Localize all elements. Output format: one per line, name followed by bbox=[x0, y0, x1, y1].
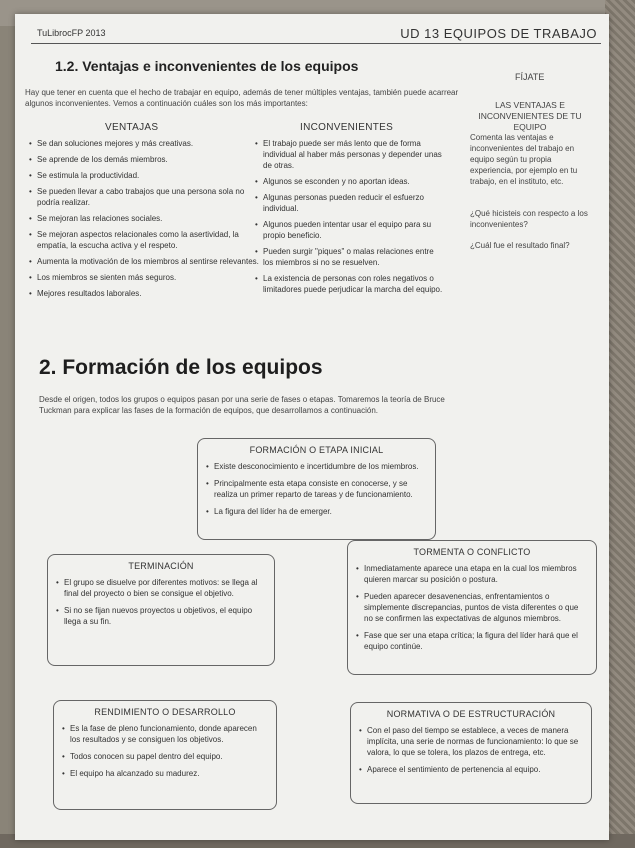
list-item: • Con el paso del tiempo se establece, a veces de manera implícita, una serie de normas de funcionamiento: lo que se valora, lo que se tolera, los plazos de entrega, etc. bbox=[359, 725, 583, 758]
section-1-2-title: 1.2. Ventajas e inconvenientes de los equipos bbox=[55, 58, 359, 74]
stage-box-formacion bbox=[197, 438, 436, 540]
sidebar-question-1: ¿Qué hicisteis con respecto a los inconvenientes? bbox=[470, 209, 588, 229]
ventajas-list bbox=[29, 138, 259, 304]
inconvenientes-heading: INCONVENIENTES bbox=[300, 122, 394, 133]
section-2-intro: Desde el origen, todos los grupos o equipos pasan por una serie de fases o etapas. Tomaremos la teoría de Bruce Tuckman para explicar las fases de la formación de equipos, que desarrollamos a continuación. bbox=[39, 395, 445, 415]
stage-list bbox=[206, 461, 427, 517]
list-item: • Se mejoran aspectos relacionales como la asertividad, la empatía, la escucha activa y el respeto. bbox=[29, 229, 259, 251]
list-item: • El trabajo puede ser más lento que de forma individual al haber más personas y depender unas de otras. bbox=[255, 138, 445, 171]
section-2-title: 2. Formación de los equipos bbox=[39, 356, 323, 379]
stage-box-tormenta bbox=[347, 540, 597, 675]
background-right-edge bbox=[605, 0, 635, 848]
list-item: • Mejores resultados laborales. bbox=[29, 288, 259, 299]
list-item: • Todos conocen su papel dentro del equipo. bbox=[62, 751, 268, 762]
list-item: • Se pueden llevar a cabo trabajos que una persona sola no podría realizar. bbox=[29, 186, 259, 208]
header-unit-title: UD 13 EQUIPOS DE TRABAJO bbox=[400, 26, 597, 41]
stage-box-normativa bbox=[350, 702, 592, 804]
stage-box-rendimiento bbox=[53, 700, 277, 810]
list-item: • La existencia de personas con roles negativos o limitadores puede perjudicar la marcha del equipo. bbox=[255, 273, 445, 295]
list-item: • Pueden surgir "piques" o malas relaciones entre los miembros si no se resuelven. bbox=[255, 246, 445, 268]
stage-list bbox=[359, 725, 583, 775]
header-rule bbox=[31, 43, 601, 44]
list-item: • El grupo se disuelve por diferentes motivos: se llega al final del proyecto o bien se consigue el objetivo. bbox=[56, 577, 266, 599]
list-item: • Se mejoran las relaciones sociales. bbox=[29, 213, 259, 224]
list-item: • Principalmente esta etapa consiste en conocerse, y se realiza un primer reparto de tareas y de funcionamiento. bbox=[206, 478, 427, 500]
stage-box-terminacion bbox=[47, 554, 275, 666]
stage-title: TERMINACIÓN bbox=[128, 561, 194, 571]
list-item: • Es la fase de pleno funcionamiento, donde aparecen los resultados y se consiguen los objetivos. bbox=[62, 723, 268, 745]
sidebar-body: Comenta las ventajas e inconvenientes del trabajo en equipo según tu propia experiencia, por ejemplo en tu trabajo, en el instituto, etc. bbox=[470, 133, 578, 186]
list-item: • Fase que ser una etapa crítica; la figura del líder hará que el equipo continúe. bbox=[356, 630, 588, 652]
list-item: • Se dan soluciones mejores y más creativas. bbox=[29, 138, 259, 149]
list-item: • Existe desconocimiento e incertidumbre de los miembros. bbox=[206, 461, 427, 472]
header-left-label: TuLibrocFP 2013 bbox=[37, 28, 106, 38]
sidebar-question-2: ¿Cuál fue el resultado final? bbox=[470, 241, 570, 250]
ventajas-heading: VENTAJAS bbox=[105, 122, 159, 133]
list-item: • Aumenta la motivación de los miembros al sentirse relevantes. bbox=[29, 256, 259, 267]
list-item: • Algunos se esconden y no aportan ideas. bbox=[255, 176, 445, 187]
stage-list bbox=[62, 723, 268, 779]
list-item: • La figura del líder ha de emerger. bbox=[206, 506, 427, 517]
stage-title: NORMATIVA O DE ESTRUCTURACIÓN bbox=[386, 709, 556, 719]
stage-title: RENDIMIENTO O DESARROLLO bbox=[94, 707, 236, 717]
inconvenientes-list bbox=[255, 138, 445, 300]
list-item: • Algunos pueden intentar usar el equipo para su propio beneficio. bbox=[255, 219, 445, 241]
sidebar-fijate-label: FÍJATE bbox=[515, 72, 545, 82]
list-item: • Se estimula la productividad. bbox=[29, 170, 259, 181]
list-item: • Inmediatamente aparece una etapa en la cual los miembros quieren marcar su posición o postura. bbox=[356, 563, 588, 585]
list-item: • Los miembros se sienten más seguros. bbox=[29, 272, 259, 283]
list-item: • Si no se fijan nuevos proyectos u objetivos, el equipo llega a su fin. bbox=[56, 605, 266, 627]
document-page bbox=[15, 14, 609, 840]
stage-list bbox=[56, 577, 266, 627]
list-item: • El equipo ha alcanzado su madurez. bbox=[62, 768, 268, 779]
list-item: • Pueden aparecer desavenencias, enfrentamientos o simplemente discrepancias, puntos de vista diferentes o que no se confirmen las expectativas de algunos miembros. bbox=[356, 591, 588, 624]
stage-title: TORMENTA O CONFLICTO bbox=[413, 547, 531, 557]
list-item: • Se aprende de los demás miembros. bbox=[29, 154, 259, 165]
list-item: • Algunas personas pueden reducir el esfuerzo individual. bbox=[255, 192, 445, 214]
sidebar-title: LAS VENTAJAS E INCONVENIENTES DE TU EQUIPO bbox=[478, 100, 582, 132]
stage-title: FORMACIÓN O ETAPA INICIAL bbox=[249, 445, 384, 455]
stage-list bbox=[356, 563, 588, 652]
list-item: • Aparece el sentimiento de pertenencia al equipo. bbox=[359, 764, 583, 775]
section-1-2-intro: Hay que tener en cuenta que el hecho de trabajar en equipo, además de tener múltiples ventajas, también puede acarrear algunos inconvenientes. Vemos a continuación cuáles son los más importantes: bbox=[25, 88, 459, 108]
